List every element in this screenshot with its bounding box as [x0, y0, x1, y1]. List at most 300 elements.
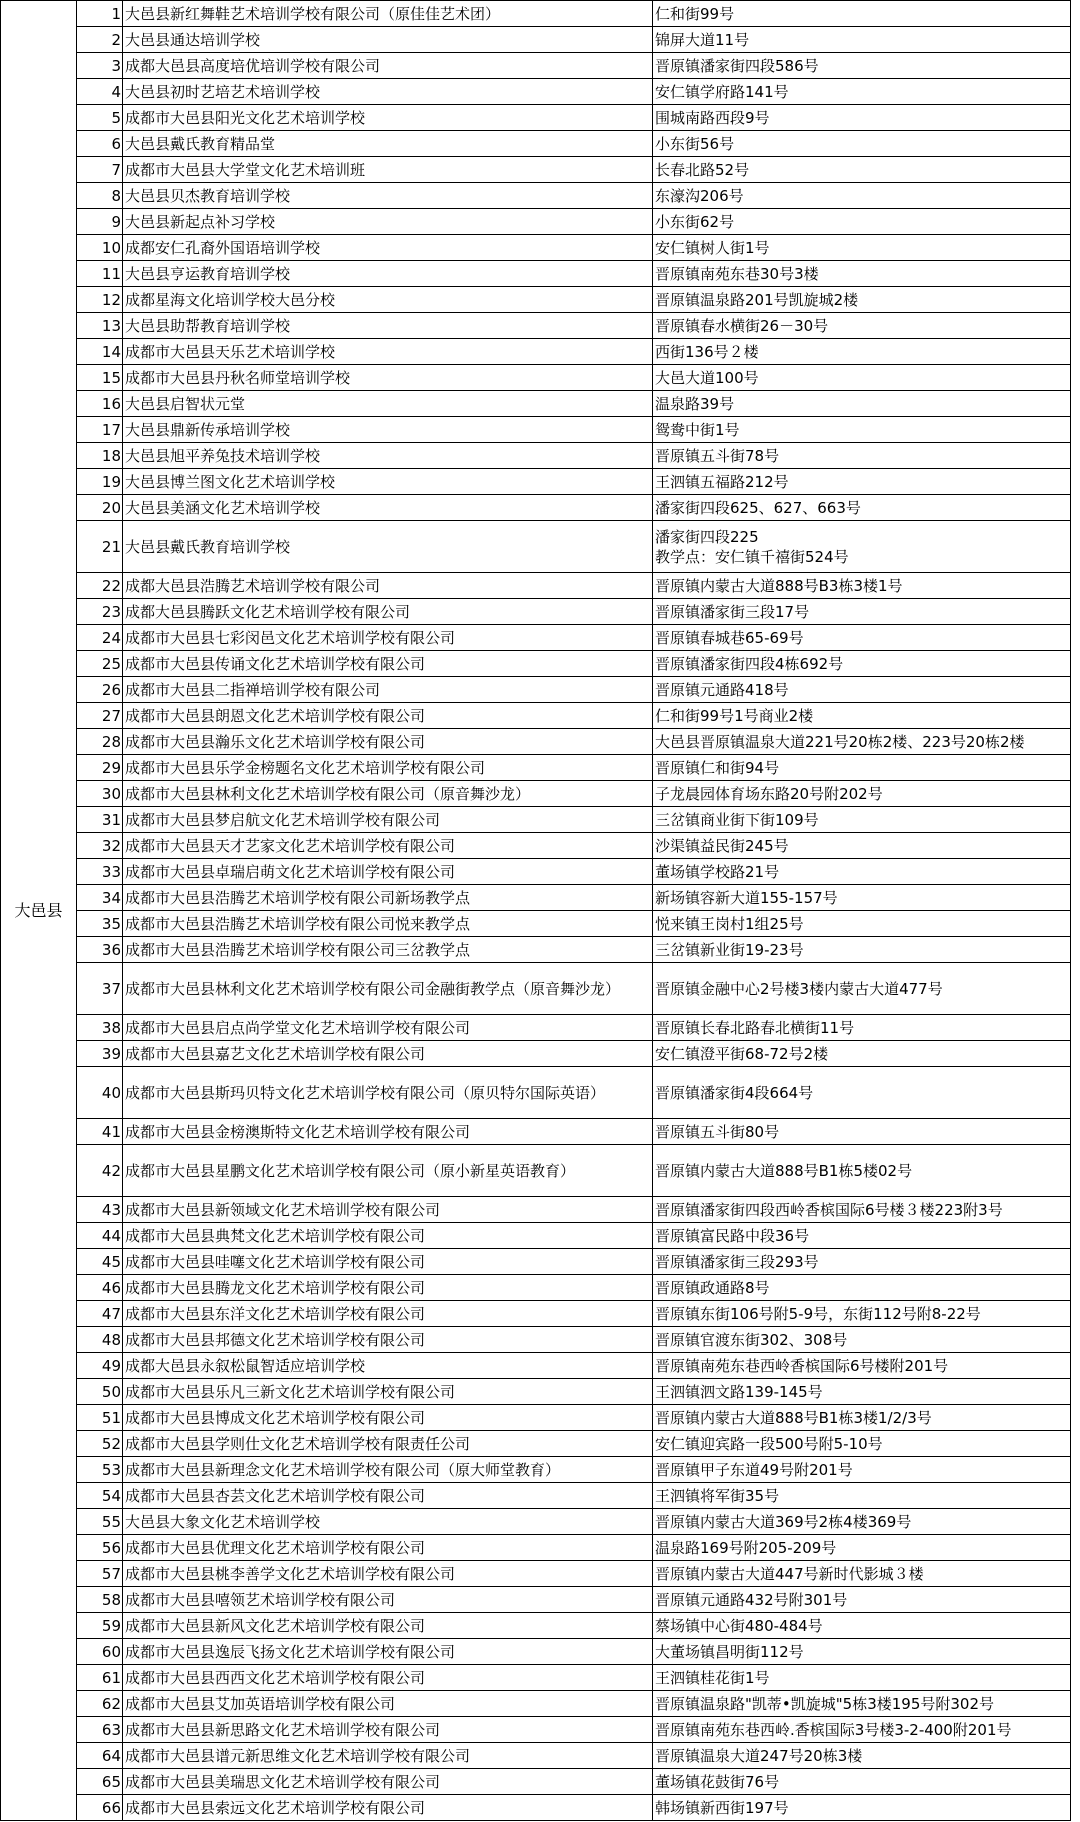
school-address: 晋原镇东街106号附5-9号，东街112号附8-22号 — [655, 1304, 981, 1323]
school-address: 温泉路169号附205-209号 — [655, 1538, 837, 1557]
school-name: 大邑县美涵文化艺术培训学校 — [123, 495, 653, 521]
table-row — [1, 365, 1071, 391]
school-address-cell — [653, 651, 1071, 677]
table-row — [1, 1249, 1071, 1275]
table-row — [1, 963, 1071, 1015]
school-name: 成都市大邑县浩腾艺术培训学校有限公司新场教学点 — [123, 885, 653, 911]
row-number: 9 — [77, 209, 123, 235]
school-name: 成都市大邑县卓瑞启萌文化艺术培训学校有限公司 — [123, 859, 653, 885]
school-address-secondary: 教学点：安仁镇千禧街524号 — [655, 547, 849, 566]
school-address: 晋原镇政通路8号 — [655, 1278, 770, 1297]
school-address-cell — [653, 469, 1071, 495]
row-number: 24 — [77, 625, 123, 651]
school-address: 锦屏大道11号 — [655, 30, 750, 49]
school-name: 成都市大邑县浩腾艺术培训学校有限公司悦来教学点 — [123, 911, 653, 937]
table-row — [1, 1327, 1071, 1353]
school-name: 成都市大邑县西西文化艺术培训学校有限公司 — [123, 1665, 653, 1691]
row-number: 19 — [77, 469, 123, 495]
school-name: 成都市大邑县新风文化艺术培训学校有限公司 — [123, 1613, 653, 1639]
school-address-cell — [653, 1587, 1071, 1613]
school-address-cell — [653, 1431, 1071, 1457]
school-name: 大邑县贝杰教育培训学校 — [123, 183, 653, 209]
row-number: 18 — [77, 443, 123, 469]
school-address-cell — [653, 859, 1071, 885]
school-name: 成都安仁孔裔外国语培训学校 — [123, 235, 653, 261]
school-address-cell — [653, 599, 1071, 625]
school-name: 成都市大邑县林利文化艺术培训学校有限公司金融街教学点（原音舞沙龙） — [123, 963, 653, 1015]
school-name: 大邑县初时艺培艺术培训学校 — [123, 79, 653, 105]
school-address-cell — [653, 1145, 1071, 1197]
school-address: 小东街62号 — [655, 212, 735, 231]
table-row — [1, 1639, 1071, 1665]
school-address-cell — [653, 1561, 1071, 1587]
school-address-cell — [653, 1275, 1071, 1301]
school-name: 成都市大邑县逸辰飞扬文化艺术培训学校有限公司 — [123, 1639, 653, 1665]
school-name: 成都市大邑县腾龙文化艺术培训学校有限公司 — [123, 1275, 653, 1301]
school-name: 成都市大邑县传诵文化艺术培训学校有限公司 — [123, 651, 653, 677]
school-name: 大邑县启智状元堂 — [123, 391, 653, 417]
school-name: 大邑县戴氏教育精品堂 — [123, 131, 653, 157]
school-address: 鸳鸯中街1号 — [655, 420, 740, 439]
row-number: 6 — [77, 131, 123, 157]
school-address: 安仁镇树人街1号 — [655, 238, 770, 257]
row-number: 23 — [77, 599, 123, 625]
table-row — [1, 53, 1071, 79]
school-address-cell — [653, 911, 1071, 937]
row-number: 63 — [77, 1717, 123, 1743]
school-address: 安仁镇迎宾路一段500号附5-10号 — [655, 1434, 883, 1453]
school-name: 成都市大邑县典梵文化艺术培训学校有限公司 — [123, 1223, 653, 1249]
table-row — [1, 469, 1071, 495]
school-name: 成都市大邑县学则仕文化艺术培训学校有限责任公司 — [123, 1431, 653, 1457]
table-row — [1, 287, 1071, 313]
school-address: 王泗镇五福路212号 — [655, 472, 789, 491]
row-number: 60 — [77, 1639, 123, 1665]
table-row — [1, 1509, 1071, 1535]
row-number: 58 — [77, 1587, 123, 1613]
row-number: 14 — [77, 339, 123, 365]
school-address: 晋原镇富民路中段36号 — [655, 1226, 810, 1245]
school-address-cell — [653, 1613, 1071, 1639]
row-number: 41 — [77, 1119, 123, 1145]
school-address: 悦来镇王岗村1组25号 — [655, 914, 804, 933]
school-address: 晋原镇潘家街四段西岭香槟国际6号楼３楼223附3号 — [655, 1200, 1003, 1219]
table-row — [1, 1, 1071, 27]
school-table-body — [1, 1, 1071, 1821]
county-cell — [1, 1, 77, 1821]
school-address: 晋原镇长春北路春北横街11号 — [655, 1018, 855, 1037]
school-address-cell — [653, 1301, 1071, 1327]
row-number: 12 — [77, 287, 123, 313]
school-address: 子龙晨园体育场东路20号附202号 — [655, 784, 883, 803]
school-address: 晋原镇甲子东道49号附201号 — [655, 1460, 853, 1479]
school-address: 围城南路西段9号 — [655, 108, 770, 127]
row-number: 31 — [77, 807, 123, 833]
table-row — [1, 1275, 1071, 1301]
school-address-cell — [653, 781, 1071, 807]
school-address: 晋原镇潘家街三段293号 — [655, 1252, 819, 1271]
table-row — [1, 859, 1071, 885]
table-row — [1, 911, 1071, 937]
school-address: 沙渠镇益民街245号 — [655, 836, 789, 855]
row-number: 7 — [77, 157, 123, 183]
school-address-cell — [653, 1327, 1071, 1353]
school-name: 大邑县大象文化艺术培训学校 — [123, 1509, 653, 1535]
table-row — [1, 1535, 1071, 1561]
school-name: 成都市大邑县博成文化艺术培训学校有限公司 — [123, 1405, 653, 1431]
school-name: 成都市大邑县新思路文化艺术培训学校有限公司 — [123, 1717, 653, 1743]
row-number: 16 — [77, 391, 123, 417]
row-number: 15 — [77, 365, 123, 391]
row-number: 51 — [77, 1405, 123, 1431]
school-address: 晋原镇潘家街三段17号 — [655, 602, 810, 621]
school-address: 蔡场镇中心街480-484号 — [655, 1616, 823, 1635]
school-address-cell — [653, 1743, 1071, 1769]
school-address-cell — [653, 1353, 1071, 1379]
school-address-cell — [653, 417, 1071, 443]
school-name: 成都市大邑县金榜澳斯特文化艺术培训学校有限公司 — [123, 1119, 653, 1145]
row-number: 43 — [77, 1197, 123, 1223]
school-name: 成都市大邑县梦启航文化艺术培训学校有限公司 — [123, 807, 653, 833]
school-name: 成都市大邑县林利文化艺术培训学校有限公司（原音舞沙龙） — [123, 781, 653, 807]
school-address-cell — [653, 1769, 1071, 1795]
school-address: 三岔镇商业街下街109号 — [655, 810, 819, 829]
table-row — [1, 755, 1071, 781]
school-address-cell — [653, 1197, 1071, 1223]
row-number: 13 — [77, 313, 123, 339]
school-address-cell — [653, 235, 1071, 261]
school-address: 三岔镇新业街19-23号 — [655, 940, 804, 959]
school-address-cell — [653, 937, 1071, 963]
row-number: 45 — [77, 1249, 123, 1275]
row-number: 57 — [77, 1561, 123, 1587]
row-number: 1 — [77, 1, 123, 27]
row-number: 5 — [77, 105, 123, 131]
school-address: 王泗镇桂花街1号 — [655, 1668, 770, 1687]
school-address-cell — [653, 1119, 1071, 1145]
row-number: 25 — [77, 651, 123, 677]
school-name: 成都市大邑县嘉艺文化艺术培训学校有限公司 — [123, 1041, 653, 1067]
school-name: 成都市大邑县优理文化艺术培训学校有限公司 — [123, 1535, 653, 1561]
school-address: 王泗镇将军街35号 — [655, 1486, 780, 1505]
school-address-cell — [653, 1379, 1071, 1405]
school-name: 成都市大邑县嘻领艺术培训学校有限公司 — [123, 1587, 653, 1613]
school-name: 成都市大邑县乐学金榜题名文化艺术培训学校有限公司 — [123, 755, 653, 781]
school-address-cell — [653, 1249, 1071, 1275]
table-row — [1, 79, 1071, 105]
row-number: 46 — [77, 1275, 123, 1301]
school-address-cell — [653, 339, 1071, 365]
table-row — [1, 131, 1071, 157]
school-address: 晋原镇南苑东巷30号3楼 — [655, 264, 819, 283]
school-name: 成都大邑县腾跃文化艺术培训学校有限公司 — [123, 599, 653, 625]
row-number: 61 — [77, 1665, 123, 1691]
school-name: 大邑县旭平养兔技术培训学校 — [123, 443, 653, 469]
school-address: 晋原镇温泉路"凯蒂•凯旋城"5栋3楼195号附302号 — [655, 1694, 994, 1713]
school-address-cell — [653, 677, 1071, 703]
table-row — [1, 807, 1071, 833]
school-address-cell — [653, 625, 1071, 651]
school-address: 大邑县晋原镇温泉大道221号20栋2楼、223号20栋2楼 — [655, 732, 1025, 751]
school-name: 大邑县亨运教育培训学校 — [123, 261, 653, 287]
school-address-cell — [653, 885, 1071, 911]
school-address-cell — [653, 183, 1071, 209]
school-address-cell — [653, 365, 1071, 391]
row-number: 34 — [77, 885, 123, 911]
table-row — [1, 1587, 1071, 1613]
school-address: 新场镇容新大道155-157号 — [655, 888, 838, 907]
table-row — [1, 157, 1071, 183]
school-name: 成都市大邑县索远文化艺术培训学校有限公司 — [123, 1795, 653, 1821]
school-address: 东濠沟206号 — [655, 186, 744, 205]
school-name: 大邑县通达培训学校 — [123, 27, 653, 53]
table-row — [1, 1119, 1071, 1145]
table-row — [1, 1405, 1071, 1431]
school-name: 成都市大邑县哇噻文化艺术培训学校有限公司 — [123, 1249, 653, 1275]
row-number: 3 — [77, 53, 123, 79]
school-address-cell — [653, 443, 1071, 469]
row-number: 35 — [77, 911, 123, 937]
school-name: 成都市大邑县丹秋名师堂培训学校 — [123, 365, 653, 391]
school-name: 成都市大邑县星鹏文化艺术培训学校有限公司（原小新星英语教育） — [123, 1145, 653, 1197]
school-address: 晋原镇南苑东巷西岭.香槟国际3号楼3-2-400附201号 — [655, 1720, 1012, 1739]
school-name: 成都市大邑县东洋文化艺术培训学校有限公司 — [123, 1301, 653, 1327]
school-address: 晋原镇内蒙古大道447号新时代影城３楼 — [655, 1564, 924, 1583]
table-row — [1, 677, 1071, 703]
school-name: 成都市大邑县天乐艺术培训学校 — [123, 339, 653, 365]
school-address-cell — [653, 27, 1071, 53]
school-name: 成都市大邑县谱元新思维文化艺术培训学校有限公司 — [123, 1743, 653, 1769]
school-address-cell — [653, 391, 1071, 417]
table-row — [1, 1665, 1071, 1691]
table-row — [1, 1457, 1071, 1483]
school-address-cell — [653, 157, 1071, 183]
row-number: 48 — [77, 1327, 123, 1353]
table-row — [1, 781, 1071, 807]
row-number: 64 — [77, 1743, 123, 1769]
row-number: 11 — [77, 261, 123, 287]
row-number: 10 — [77, 235, 123, 261]
school-address: 晋原镇内蒙古大道369号2栋4楼369号 — [655, 1512, 912, 1531]
row-number: 30 — [77, 781, 123, 807]
school-name: 成都市大邑县阳光文化艺术培训学校 — [123, 105, 653, 131]
row-number: 50 — [77, 1379, 123, 1405]
row-number: 49 — [77, 1353, 123, 1379]
school-address: 晋原镇五斗街80号 — [655, 1122, 780, 1141]
school-name: 成都市大邑县美瑞思文化艺术培训学校有限公司 — [123, 1769, 653, 1795]
row-number: 39 — [77, 1041, 123, 1067]
school-name: 成都市大邑县桃李善学文化艺术培训学校有限公司 — [123, 1561, 653, 1587]
school-address: 安仁镇澄平街68-72号2楼 — [655, 1044, 829, 1063]
row-number: 33 — [77, 859, 123, 885]
school-address-cell — [653, 1691, 1071, 1717]
school-address-cell — [653, 1795, 1071, 1821]
school-address-cell — [653, 703, 1071, 729]
row-number: 56 — [77, 1535, 123, 1561]
table-row — [1, 1431, 1071, 1457]
school-name: 大邑县博兰图文化艺术培训学校 — [123, 469, 653, 495]
row-number: 32 — [77, 833, 123, 859]
school-address: 董场镇花鼓街76号 — [655, 1772, 780, 1791]
school-name: 成都市大邑县二指禅培训学校有限公司 — [123, 677, 653, 703]
school-address: 安仁镇学府路141号 — [655, 82, 789, 101]
school-name: 大邑县新起点补习学校 — [123, 209, 653, 235]
school-name: 成都星海文化培训学校大邑分校 — [123, 287, 653, 313]
row-number: 38 — [77, 1015, 123, 1041]
row-number: 66 — [77, 1795, 123, 1821]
table-row — [1, 1041, 1071, 1067]
school-address: 小东街56号 — [655, 134, 735, 153]
school-address: 温泉路39号 — [655, 394, 735, 413]
school-name: 成都市大邑县七彩闵邑文化艺术培训学校有限公司 — [123, 625, 653, 651]
table-row — [1, 443, 1071, 469]
school-address: 仁和街99号 — [655, 4, 735, 23]
table-row — [1, 1795, 1071, 1821]
school-address-cell — [653, 833, 1071, 859]
school-address-cell — [653, 1665, 1071, 1691]
school-name: 成都市大邑县瀚乐文化艺术培训学校有限公司 — [123, 729, 653, 755]
school-address: 晋原镇元通路432号附301号 — [655, 1590, 848, 1609]
table-row — [1, 339, 1071, 365]
school-address: 大邑大道100号 — [655, 368, 759, 387]
school-address-cell — [653, 313, 1071, 339]
school-name: 成都市大邑县启点尚学堂文化艺术培训学校有限公司 — [123, 1015, 653, 1041]
school-address: 晋原镇春城巷65-69号 — [655, 628, 804, 647]
school-name: 大邑县鼎新传承培训学校 — [123, 417, 653, 443]
school-name: 成都大邑县高度培优培训学校有限公司 — [123, 53, 653, 79]
table-row — [1, 183, 1071, 209]
school-address-cell — [653, 963, 1071, 1015]
table-row — [1, 1197, 1071, 1223]
table-row — [1, 417, 1071, 443]
school-address-cell — [653, 1015, 1071, 1041]
school-address-cell — [653, 1041, 1071, 1067]
row-number: 62 — [77, 1691, 123, 1717]
table-row — [1, 1301, 1071, 1327]
row-number: 27 — [77, 703, 123, 729]
school-address: 晋原镇温泉大道247号20栋3楼 — [655, 1746, 863, 1765]
school-address: 晋原镇内蒙古大道888号B3栋3楼1号 — [655, 576, 903, 595]
school-address: 韩场镇新西街197号 — [655, 1798, 789, 1817]
school-address: 仁和街99号1号商业2楼 — [655, 706, 814, 725]
row-number: 20 — [77, 495, 123, 521]
school-name: 大邑县新红舞鞋艺术培训学校有限公司（原佳佳艺术团） — [123, 1, 653, 27]
school-address: 西街136号２楼 — [655, 342, 759, 361]
table-row — [1, 1743, 1071, 1769]
school-address-cell — [653, 1457, 1071, 1483]
table-row — [1, 885, 1071, 911]
table-row — [1, 1015, 1071, 1041]
school-address-cell — [653, 79, 1071, 105]
school-address: 潘家街四段225 — [655, 527, 759, 546]
school-address: 晋原镇仁和街94号 — [655, 758, 780, 777]
row-number: 17 — [77, 417, 123, 443]
school-name: 成都市大邑县朗恩文化艺术培训学校有限公司 — [123, 703, 653, 729]
table-row — [1, 261, 1071, 287]
table-row — [1, 703, 1071, 729]
table-row — [1, 729, 1071, 755]
table-row — [1, 521, 1071, 573]
school-address: 晋原镇内蒙古大道888号B1栋5楼02号 — [655, 1161, 913, 1180]
row-number: 8 — [77, 183, 123, 209]
school-address-cell — [653, 209, 1071, 235]
school-address-cell — [653, 105, 1071, 131]
row-number: 22 — [77, 573, 123, 599]
row-number: 42 — [77, 1145, 123, 1197]
school-name: 成都市大邑县艾加英语培训学校有限公司 — [123, 1691, 653, 1717]
table-row — [1, 833, 1071, 859]
school-address: 晋原镇南苑东巷西岭香槟国际6号楼附201号 — [655, 1356, 949, 1375]
school-address: 晋原镇官渡东街302、308号 — [655, 1330, 848, 1349]
school-name: 成都大邑县浩腾艺术培训学校有限公司 — [123, 573, 653, 599]
school-address-cell — [653, 729, 1071, 755]
table-row — [1, 937, 1071, 963]
row-number: 4 — [77, 79, 123, 105]
row-number: 26 — [77, 677, 123, 703]
school-address: 晋原镇潘家街4段664号 — [655, 1083, 814, 1102]
row-number: 40 — [77, 1067, 123, 1119]
school-address-cell — [653, 521, 1071, 573]
school-name: 成都市大邑县天才艺家文化艺术培训学校有限公司 — [123, 833, 653, 859]
table-row — [1, 651, 1071, 677]
school-address: 大董场镇昌明街112号 — [655, 1642, 804, 1661]
school-address-cell — [653, 495, 1071, 521]
row-number: 52 — [77, 1431, 123, 1457]
school-address: 长春北路52号 — [655, 160, 750, 179]
row-number: 44 — [77, 1223, 123, 1249]
row-number: 55 — [77, 1509, 123, 1535]
table-row — [1, 1561, 1071, 1587]
school-address-cell — [653, 807, 1071, 833]
school-address-cell — [653, 1639, 1071, 1665]
table-row — [1, 625, 1071, 651]
table-row — [1, 1691, 1071, 1717]
school-address: 晋原镇春水横街26－30号 — [655, 316, 829, 335]
school-name: 成都市大邑县新理念文化艺术培训学校有限公司（原大师堂教育） — [123, 1457, 653, 1483]
school-name: 成都市大邑县浩腾艺术培训学校有限公司三岔教学点 — [123, 937, 653, 963]
school-address-cell — [653, 755, 1071, 781]
school-address: 晋原镇温泉路201号凯旋城2楼 — [655, 290, 859, 309]
row-number: 2 — [77, 27, 123, 53]
school-address: 晋原镇元通路418号 — [655, 680, 789, 699]
school-address-cell — [653, 287, 1071, 313]
row-number: 21 — [77, 521, 123, 573]
school-name: 成都大邑县永叙松鼠智适应培训学校 — [123, 1353, 653, 1379]
school-name: 大邑县助帮教育培训学校 — [123, 313, 653, 339]
school-address-cell — [653, 1, 1071, 27]
row-number: 65 — [77, 1769, 123, 1795]
table-row — [1, 27, 1071, 53]
school-name: 成都市大邑县邦德文化艺术培训学校有限公司 — [123, 1327, 653, 1353]
row-number: 28 — [77, 729, 123, 755]
school-address-cell — [653, 573, 1071, 599]
school-name: 成都市大邑县新领域文化艺术培训学校有限公司 — [123, 1197, 653, 1223]
school-address-cell — [653, 1067, 1071, 1119]
row-number: 36 — [77, 937, 123, 963]
school-address: 晋原镇潘家街四段4栋692号 — [655, 654, 844, 673]
table-row — [1, 105, 1071, 131]
school-address-cell — [653, 1483, 1071, 1509]
school-address: 王泗镇泗文路139-145号 — [655, 1382, 823, 1401]
table-row — [1, 235, 1071, 261]
row-number: 37 — [77, 963, 123, 1015]
school-address: 潘家街四段625、627、663号 — [655, 498, 861, 517]
school-address-cell — [653, 131, 1071, 157]
table-row — [1, 1483, 1071, 1509]
row-number: 47 — [77, 1301, 123, 1327]
table-row — [1, 495, 1071, 521]
table-row — [1, 1717, 1071, 1743]
